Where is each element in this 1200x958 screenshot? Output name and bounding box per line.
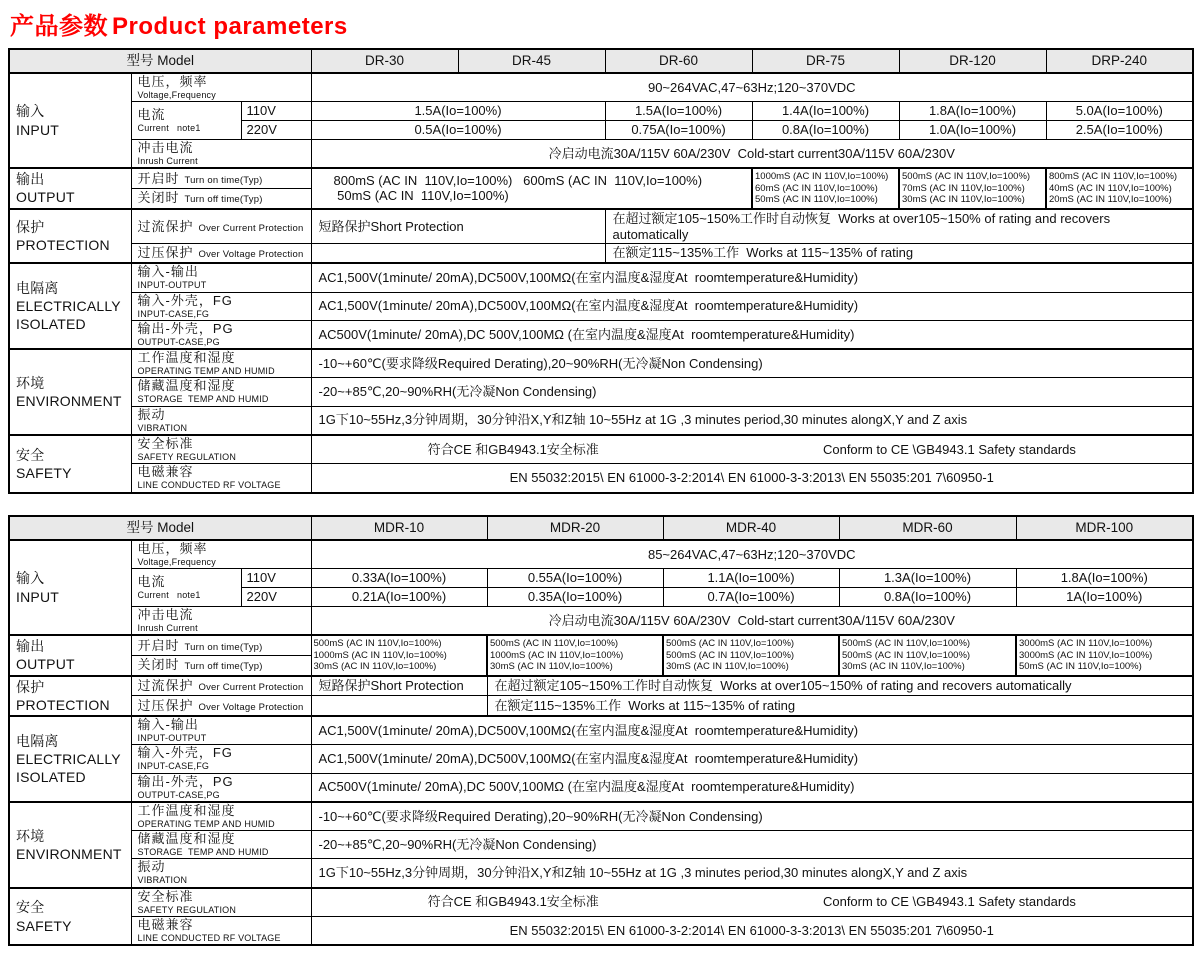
label-zh: 关闭时 — [137, 190, 180, 206]
input-case-value: AC1,500V(1minute/ 20mA),DC500V,100MΩ(在室内温度&湿度At roomtemperature&Humidity) — [311, 745, 1193, 773]
table-row — [9, 263, 1193, 292]
turn-time-mdr100-value — [1016, 635, 1193, 675]
label-zh: 电磁兼容 — [137, 917, 194, 932]
label-en: OPERATING TEMP AND HUMID — [137, 366, 275, 377]
row-current-label — [131, 569, 241, 607]
table-row — [9, 49, 1193, 73]
cell-line: 环境 — [16, 827, 45, 844]
cell-line: 30mS (AC IN 110V,Io=100%) — [313, 661, 437, 673]
cell-line: 输入 — [16, 570, 45, 587]
input-output-value: AC1,500V(1minute/ 20mA),DC500V,100MΩ(在室内温度&湿度At roomtemperature&Humidity) — [311, 716, 1193, 745]
label-en: Voltage,Frequency — [137, 89, 216, 100]
model-dr-30: DR-30 — [311, 49, 458, 73]
input-output-value: AC1,500V(1minute/ 20mA),DC500V,100MΩ(在室内温度&湿度At roomtemperature&Humidity) — [311, 263, 1193, 292]
cell-line: OUTPUT — [16, 189, 75, 206]
cell-line: ISOLATED — [16, 769, 86, 786]
output-case-value: AC500V(1minute/ 20mA),DC 500V,100MΩ (在室内温度&湿度At roomtemperature&Humidity) — [311, 320, 1193, 349]
row-safety-regulation-label — [131, 888, 311, 917]
cell-line: 3000mS (AC IN 110V,Io=100%) — [1019, 649, 1153, 661]
label-en: INPUT-OUTPUT — [137, 280, 207, 291]
cell-line: 1000mS (AC IN 110V,Io=100%) — [755, 171, 889, 183]
row-turn-on-label — [131, 168, 311, 188]
model-mdr-40: MDR-40 — [663, 516, 839, 540]
vibration-value: 1G下10~55Hz,3分钟周期，30分钟沿X,Y和Z轴 10~55Hz at 1G ,3 minutes period,30 minutes alongX,Y and Z axis — [311, 406, 1193, 435]
current-110v-dr75: 1.4A(Io=100%) — [752, 102, 899, 121]
row-storage-temp-label — [131, 378, 311, 406]
table-row — [9, 516, 1193, 540]
label-en: INPUT-CASE,FG — [137, 308, 210, 319]
turn-time-dr30-60-value — [311, 168, 752, 208]
label-zh: 工作温度和湿度 — [137, 802, 236, 818]
over-voltage-value: 在额定115~135%工作 Works at 115~135% of rating — [605, 244, 1193, 263]
cell-line: 电隔离 — [16, 732, 59, 749]
operating-temp-value: -10~+60℃(要求降级Required Derating),20~90%RH(无冷凝Non Condensing) — [311, 802, 1193, 831]
cell-line: 50mS (AC IN 110V,Io=100%) — [755, 194, 878, 206]
over-voltage-empty — [311, 244, 605, 263]
value-zh: 符合CE 和GB4943.1安全标准 — [427, 441, 599, 457]
row-input-case-label — [131, 745, 311, 773]
label-en: STORAGE TEMP AND HUMID — [137, 394, 269, 405]
label-zh: 储藏温度和湿度 — [137, 831, 236, 847]
label-en: Turn on time(Typ) — [184, 174, 263, 186]
cell-line: 3000mS (AC IN 110V,Io=100%) — [1019, 638, 1153, 650]
input-case-value: AC1,500V(1minute/ 20mA),DC500V,100MΩ(在室内温度&湿度At roomtemperature&Humidity) — [311, 292, 1193, 320]
label-en: INPUT-OUTPUT — [137, 732, 207, 743]
table-row — [9, 464, 1193, 493]
label-zh: 输入-外壳，FG — [137, 292, 233, 308]
row-output-case-label — [131, 320, 311, 349]
label-en: Current note1 — [137, 589, 201, 600]
current-220v-mdr40: 0.7A(Io=100%) — [663, 588, 839, 607]
table-row — [9, 569, 1193, 588]
model-dr-120: DR-120 — [899, 49, 1046, 73]
label-en: SAFETY REGULATION — [137, 904, 237, 915]
row-vibration-label — [131, 859, 311, 888]
table-row — [9, 676, 1193, 696]
turn-time-drp240-value — [1046, 168, 1193, 208]
label-zh: 输出-外壳，PG — [137, 320, 234, 336]
current-220v-label: 220V — [241, 588, 311, 607]
row-operating-temp-label — [131, 349, 311, 378]
cell-line: 输入 — [16, 103, 45, 120]
cell-line: 500mS (AC IN 110V,Io=100%) — [842, 649, 971, 661]
label-en: STORAGE TEMP AND HUMID — [137, 847, 269, 858]
label-en: Over Voltage Protection — [198, 701, 304, 713]
emc-value: EN 55032:2015\ EN 61000-3-2:2014\ EN 61000-3-3:2013\ EN 55035:201 7\60950-1 — [311, 464, 1193, 493]
output-case-value: AC500V(1minute/ 20mA),DC 500V,100MΩ (在室内温度&湿度At roomtemperature&Humidity) — [311, 773, 1193, 802]
label-zh: 输入-外壳，FG — [137, 745, 233, 761]
cell-line: SAFETY — [16, 464, 72, 481]
label-en: Turn off time(Typ) — [184, 661, 263, 673]
voltage-frequency-value: 90~264VAC,47~63Hz;120~370VDC — [311, 73, 1193, 102]
over-current-short-protection: 短路保护Short Protection — [311, 676, 487, 696]
current-110v-mdr40: 1.1A(Io=100%) — [663, 569, 839, 588]
row-inrush-label — [131, 607, 311, 636]
table-row — [9, 540, 1193, 569]
label-zh: 输出-外壳，PG — [137, 773, 234, 789]
cell-line: ELECTRICALLY — [16, 298, 121, 315]
over-voltage-empty — [311, 696, 487, 716]
cell-line: 500mS (AC IN 110V,Io=100%) — [902, 171, 1031, 183]
row-emc-label — [131, 917, 311, 946]
table-row — [9, 320, 1193, 349]
model-mdr-60: MDR-60 — [839, 516, 1016, 540]
row-over-voltage-label — [131, 244, 311, 263]
cell-line: PROTECTION — [16, 236, 110, 253]
model-mdr-20: MDR-20 — [487, 516, 663, 540]
label-en: INPUT-CASE,FG — [137, 761, 210, 772]
cell-line: INPUT — [16, 121, 59, 138]
label-zh: 电流 — [137, 574, 166, 589]
cell-line: 500mS (AC IN 110V,Io=100%) — [666, 638, 795, 650]
inrush-value: 冷启动电流30A/115V 60A/230V Cold-start current30A/115V 60A/230V — [311, 607, 1193, 636]
table-row — [9, 378, 1193, 406]
current-220v-mdr60: 0.8A(Io=100%) — [839, 588, 1016, 607]
cell-line: 500mS (AC IN 110V,Io=100%) — [313, 638, 442, 650]
current-110v-label: 110V — [241, 569, 311, 588]
over-voltage-value: 在额定115~135%工作 Works at 115~135% of rating — [487, 696, 1193, 716]
row-emc-label — [131, 464, 311, 493]
value-zh: 符合CE 和GB4943.1安全标准 — [427, 894, 599, 910]
cell-line: 输出 — [16, 171, 45, 188]
table-row — [9, 102, 1193, 121]
label-zh: 过流保护 — [137, 678, 194, 694]
row-current-label — [131, 102, 241, 140]
row-input-output-label — [131, 263, 311, 292]
row-vibration-label — [131, 406, 311, 435]
cell-line: 70mS (AC IN 110V,Io=100%) — [902, 182, 1025, 194]
safety-regulation-value — [311, 435, 1193, 464]
label-en: Turn on time(Typ) — [184, 641, 263, 653]
label-en: Inrush Current — [137, 155, 198, 166]
table-row — [9, 696, 1193, 716]
cell-line: 500mS (AC IN 110V,Io=100%) — [666, 649, 795, 661]
storage-temp-value: -20~+85℃,20~90%RH(无冷凝Non Condensing) — [311, 378, 1193, 406]
section-output-label — [9, 635, 131, 675]
storage-temp-value: -20~+85℃,20~90%RH(无冷凝Non Condensing) — [311, 831, 1193, 859]
cell-line: 30mS (AC IN 110V,Io=100%) — [902, 194, 1025, 206]
cell-line: 保护 — [16, 678, 45, 695]
cell-line: 30mS (AC IN 110V,Io=100%) — [666, 661, 789, 673]
cell-line: 50mS (AC IN 110V,Io=100%) — [1019, 661, 1142, 673]
cell-line: 800mS (AC IN 110V,Io=100%) 600mS (AC IN 110V,Io=100%) — [333, 172, 703, 188]
current-220v-dr120: 1.0A(Io=100%) — [899, 121, 1046, 140]
label-en: Current note1 — [137, 122, 201, 133]
safety-regulation-value — [311, 888, 1193, 917]
row-turn-off-label — [131, 655, 311, 675]
current-110v-mdr100: 1.8A(Io=100%) — [1016, 569, 1193, 588]
cell-line: 30mS (AC IN 110V,Io=100%) — [842, 661, 965, 673]
section-input-label — [9, 540, 131, 635]
current-220v-mdr10: 0.21A(Io=100%) — [311, 588, 487, 607]
turn-time-mdr10-value — [311, 635, 487, 675]
table-row — [9, 292, 1193, 320]
current-110v-label: 110V — [241, 102, 311, 121]
section-environment-label — [9, 349, 131, 435]
table-row — [9, 917, 1193, 946]
turn-time-dr120-value — [899, 168, 1046, 208]
table-row — [9, 716, 1193, 745]
vibration-value: 1G下10~55Hz,3分钟周期，30分钟沿X,Y和Z轴 10~55Hz at 1G ,3 minutes period,30 minutes alongX,Y and Z axis — [311, 859, 1193, 888]
turn-time-mdr40-value — [663, 635, 839, 675]
operating-temp-value: -10~+60℃(要求降级Required Derating),20~90%RH(无冷凝Non Condensing) — [311, 349, 1193, 378]
label-en: Over Current Protection — [198, 222, 304, 234]
label-zh: 过压保护 — [137, 697, 194, 713]
row-inrush-label — [131, 140, 311, 169]
label-zh: 安全标准 — [137, 888, 194, 904]
row-input-case-label — [131, 292, 311, 320]
section-protection-label — [9, 676, 131, 716]
section-environment-label — [9, 802, 131, 888]
label-zh: 安全标准 — [137, 436, 194, 451]
current-220v-drp240: 2.5A(Io=100%) — [1046, 121, 1193, 140]
row-turn-off-label — [131, 188, 311, 208]
table-row — [9, 888, 1193, 917]
current-110v-dr30-45: 1.5A(Io=100%) — [311, 102, 605, 121]
mdr-series-table — [8, 515, 1194, 946]
page-title-en: Product parameters — [112, 13, 348, 40]
cell-line: 30mS (AC IN 110V,Io=100%) — [490, 661, 613, 673]
section-input-label — [9, 73, 131, 168]
label-en: VIBRATION — [137, 422, 188, 433]
label-zh: 电流 — [137, 107, 166, 122]
section-safety-label — [9, 888, 131, 946]
model-mdr-10: MDR-10 — [311, 516, 487, 540]
cell-line: 安全 — [16, 446, 45, 463]
table-row — [9, 802, 1193, 831]
model-dr-60: DR-60 — [605, 49, 752, 73]
cell-line: 电隔离 — [16, 279, 59, 296]
cell-line: ISOLATED — [16, 316, 86, 333]
current-110v-mdr10: 0.33A(Io=100%) — [311, 569, 487, 588]
over-current-recover-value: 在超过额定105~150%工作时自动恢复 Works at over105~150% of rating and recovers automatically — [605, 209, 1193, 244]
label-zh: 电压，频率 — [137, 74, 208, 89]
label-en: OUTPUT-CASE,PG — [137, 336, 220, 347]
cell-line: 输出 — [16, 638, 45, 655]
cell-line: 800mS (AC IN 110V,Io=100%) — [1049, 171, 1178, 183]
cell-line: 1000mS (AC IN 110V,Io=100%) — [313, 649, 447, 661]
page-title — [10, 6, 348, 41]
row-over-current-label — [131, 676, 311, 696]
label-en: SAFETY REGULATION — [137, 451, 237, 462]
label-en: Over Current Protection — [198, 682, 304, 694]
current-110v-mdr20: 0.55A(Io=100%) — [487, 569, 663, 588]
page-title-zh: 产品参数 — [10, 13, 108, 40]
label-en: Inrush Current — [137, 622, 198, 633]
model-drp-240: DRP-240 — [1046, 49, 1193, 73]
label-zh: 过流保护 — [137, 218, 194, 234]
label-zh: 储藏温度和湿度 — [137, 378, 236, 394]
table-row — [9, 773, 1193, 802]
label-zh: 冲击电流 — [137, 607, 194, 622]
table-row — [9, 435, 1193, 464]
cell-line: 20mS (AC IN 110V,Io=100%) — [1049, 194, 1172, 206]
row-output-case-label — [131, 773, 311, 802]
label-zh: 输入-输出 — [137, 717, 199, 733]
table-row — [9, 168, 1193, 188]
spread-values — [316, 442, 1189, 458]
model-header: 型号 Model — [9, 49, 311, 73]
value-en: Conform to CE \GB4943.1 Safety standards — [822, 894, 1076, 910]
turn-time-mdr60-value — [839, 635, 1016, 675]
turn-time-dr75-value — [752, 168, 899, 208]
cell-line: 40mS (AC IN 110V,Io=100%) — [1049, 182, 1172, 194]
cell-line: 环境 — [16, 374, 45, 391]
value-en: Conform to CE \GB4943.1 Safety standards — [822, 441, 1076, 457]
cell-line: INPUT — [16, 588, 59, 605]
current-220v-dr75: 0.8A(Io=100%) — [752, 121, 899, 140]
cell-line: 500mS (AC IN 110V,Io=100%) — [842, 638, 971, 650]
model-mdr-100: MDR-100 — [1016, 516, 1193, 540]
voltage-frequency-value: 85~264VAC,47~63Hz;120~370VDC — [311, 540, 1193, 569]
section-isolated-label — [9, 716, 131, 802]
row-operating-temp-label — [131, 802, 311, 831]
current-220v-label: 220V — [241, 121, 311, 140]
current-220v-mdr100: 1A(Io=100%) — [1016, 588, 1193, 607]
row-over-current-label — [131, 209, 311, 244]
spread-values — [316, 894, 1189, 910]
section-isolated-label — [9, 263, 131, 349]
label-zh: 电磁兼容 — [137, 464, 194, 480]
cell-line: 保护 — [16, 218, 45, 235]
label-en: Turn off time(Typ) — [184, 194, 263, 206]
label-zh: 振动 — [137, 859, 166, 875]
cell-line: PROTECTION — [16, 696, 110, 713]
row-voltage-frequency-label — [131, 73, 311, 102]
cell-line: SAFETY — [16, 917, 72, 934]
label-en: VIBRATION — [137, 875, 188, 886]
table-row — [9, 859, 1193, 888]
cell-line: 1000mS (AC IN 110V,Io=100%) — [490, 649, 624, 661]
label-en: Over Voltage Protection — [198, 249, 304, 261]
label-en: OPERATING TEMP AND HUMID — [137, 818, 275, 829]
cell-line: 安全 — [16, 899, 45, 916]
label-zh: 冲击电流 — [137, 140, 194, 155]
cell-line: 60mS (AC IN 110V,Io=100%) — [755, 182, 878, 194]
table-row — [9, 244, 1193, 263]
table-row — [9, 140, 1193, 169]
label-en: Voltage,Frequency — [137, 556, 216, 567]
inrush-value: 冷启动电流30A/115V 60A/230V Cold-start current30A/115V 60A/230V — [311, 140, 1193, 169]
current-110v-dr120: 1.8A(Io=100%) — [899, 102, 1046, 121]
current-220v-dr60: 0.75A(Io=100%) — [605, 121, 752, 140]
table-row — [9, 349, 1193, 378]
label-zh: 关闭时 — [137, 657, 180, 673]
cell-line: ELECTRICALLY — [16, 750, 121, 767]
dr-series-table-container — [8, 48, 1194, 494]
current-110v-mdr60: 1.3A(Io=100%) — [839, 569, 1016, 588]
cell-line: 50mS (AC IN 110V,Io=100%) — [333, 188, 509, 204]
section-safety-label — [9, 435, 131, 493]
current-220v-mdr20: 0.35A(Io=100%) — [487, 588, 663, 607]
label-zh: 开启时 — [137, 637, 180, 653]
model-dr-75: DR-75 — [752, 49, 899, 73]
cell-line: 500mS (AC IN 110V,Io=100%) — [490, 638, 619, 650]
label-zh: 振动 — [137, 406, 166, 422]
current-110v-drp240: 5.0A(Io=100%) — [1046, 102, 1193, 121]
turn-time-mdr20-value — [487, 635, 663, 675]
model-dr-45: DR-45 — [458, 49, 605, 73]
table-row — [9, 406, 1193, 435]
table-row — [9, 607, 1193, 636]
row-input-output-label — [131, 716, 311, 745]
row-safety-regulation-label — [131, 435, 311, 464]
label-zh: 开启时 — [137, 170, 180, 186]
label-zh: 电压，频率 — [137, 541, 208, 556]
mdr-series-table-container — [8, 515, 1194, 946]
dr-series-table — [8, 48, 1194, 494]
current-220v-dr30-45: 0.5A(Io=100%) — [311, 121, 605, 140]
cell-line: ENVIRONMENT — [16, 393, 122, 410]
section-protection-label — [9, 209, 131, 264]
over-current-short-protection: 短路保护Short Protection — [311, 209, 605, 244]
row-voltage-frequency-label — [131, 540, 311, 569]
row-over-voltage-label — [131, 696, 311, 716]
table-row — [9, 635, 1193, 655]
table-row — [9, 209, 1193, 244]
row-storage-temp-label — [131, 831, 311, 859]
label-zh: 输入-输出 — [137, 264, 199, 280]
table-row — [9, 831, 1193, 859]
label-en: OUTPUT-CASE,PG — [137, 789, 220, 800]
label-zh: 过压保护 — [137, 245, 194, 261]
emc-value: EN 55032:2015\ EN 61000-3-2:2014\ EN 61000-3-3:2013\ EN 55035:201 7\60950-1 — [311, 917, 1193, 946]
table-row — [9, 73, 1193, 102]
over-current-recover-value: 在超过额定105~150%工作时自动恢复 Works at over105~150% of rating and recovers automatically — [487, 676, 1193, 696]
table-row — [9, 745, 1193, 773]
cell-line: ENVIRONMENT — [16, 845, 122, 862]
section-output-label — [9, 168, 131, 208]
label-zh: 工作温度和湿度 — [137, 350, 236, 366]
model-header: 型号 Model — [9, 516, 311, 540]
current-110v-dr60: 1.5A(Io=100%) — [605, 102, 752, 121]
label-en: LINE CONDUCTED RF VOLTAGE — [137, 932, 281, 943]
cell-line: OUTPUT — [16, 656, 75, 673]
label-en: LINE CONDUCTED RF VOLTAGE — [137, 480, 281, 491]
row-turn-on-label — [131, 635, 311, 655]
